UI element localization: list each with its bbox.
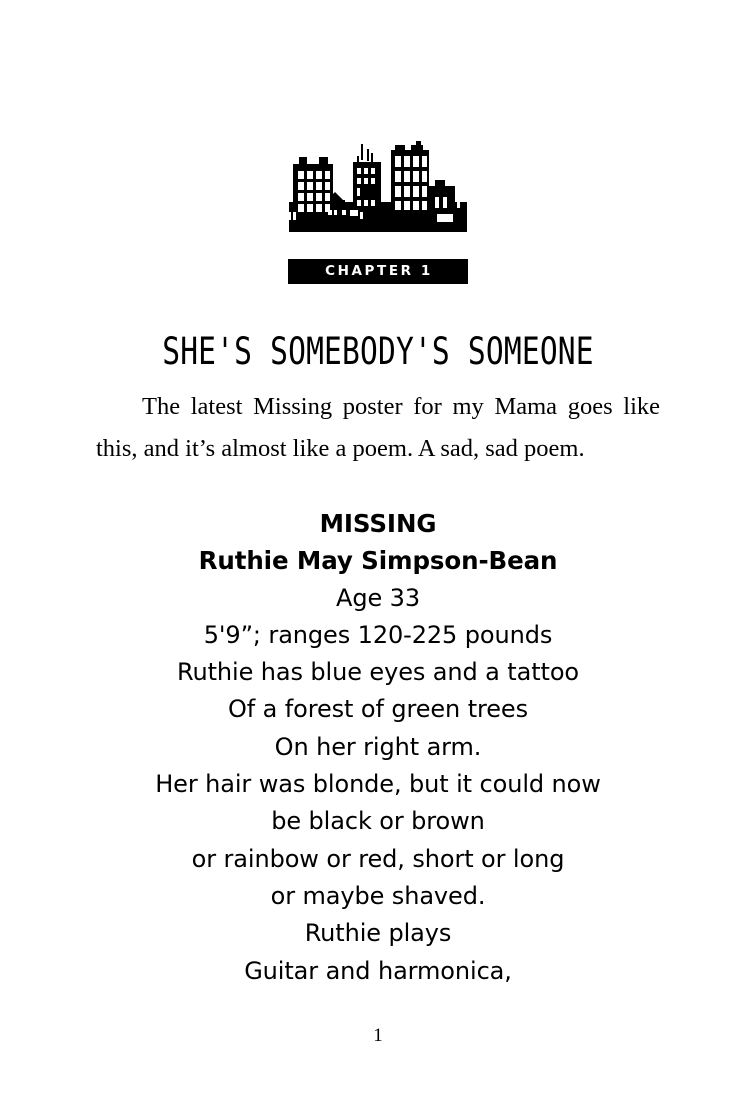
poster-line: MISSING bbox=[319, 509, 437, 538]
missing-poster-poem bbox=[0, 505, 756, 990]
poster-line: Ruthie May Simpson-Bean bbox=[198, 546, 558, 576]
poster-line: be black or brown bbox=[271, 807, 485, 836]
poster-line: Ruthie plays bbox=[304, 919, 452, 948]
chapter-banner-label: CHAPTER 1 bbox=[325, 262, 433, 279]
city-skyline-silhouette-icon bbox=[285, 140, 471, 250]
poster-line: Her hair was blonde, but it could now bbox=[155, 770, 601, 799]
poster-line: Ruthie has blue eyes and a tattoo bbox=[176, 658, 580, 687]
chapter-illustration bbox=[0, 140, 756, 284]
poster-line: Of a forest of green trees bbox=[228, 695, 528, 724]
poster-line: Age 33 bbox=[336, 583, 420, 612]
poster-line: or rainbow or red, short or long bbox=[191, 844, 565, 873]
body-paragraph-block bbox=[96, 386, 660, 470]
body-paragraph: The latest Missing poster for my Mama goes like this, and it’s almost like a poem. A sad, sad poem. bbox=[96, 393, 660, 462]
poster-line: or maybe shaved. bbox=[270, 881, 486, 910]
poster-line: On her right arm. bbox=[274, 732, 482, 761]
page-number: 1 bbox=[373, 1025, 383, 1046]
poster-line: 5'9”; ranges 120-225 pounds bbox=[203, 620, 553, 649]
chapter-banner bbox=[288, 259, 468, 284]
chapter-title: SHE'S SOMEBODY'S SOMEONE bbox=[162, 329, 594, 373]
poster-line: Guitar and harmonica, bbox=[244, 956, 512, 985]
